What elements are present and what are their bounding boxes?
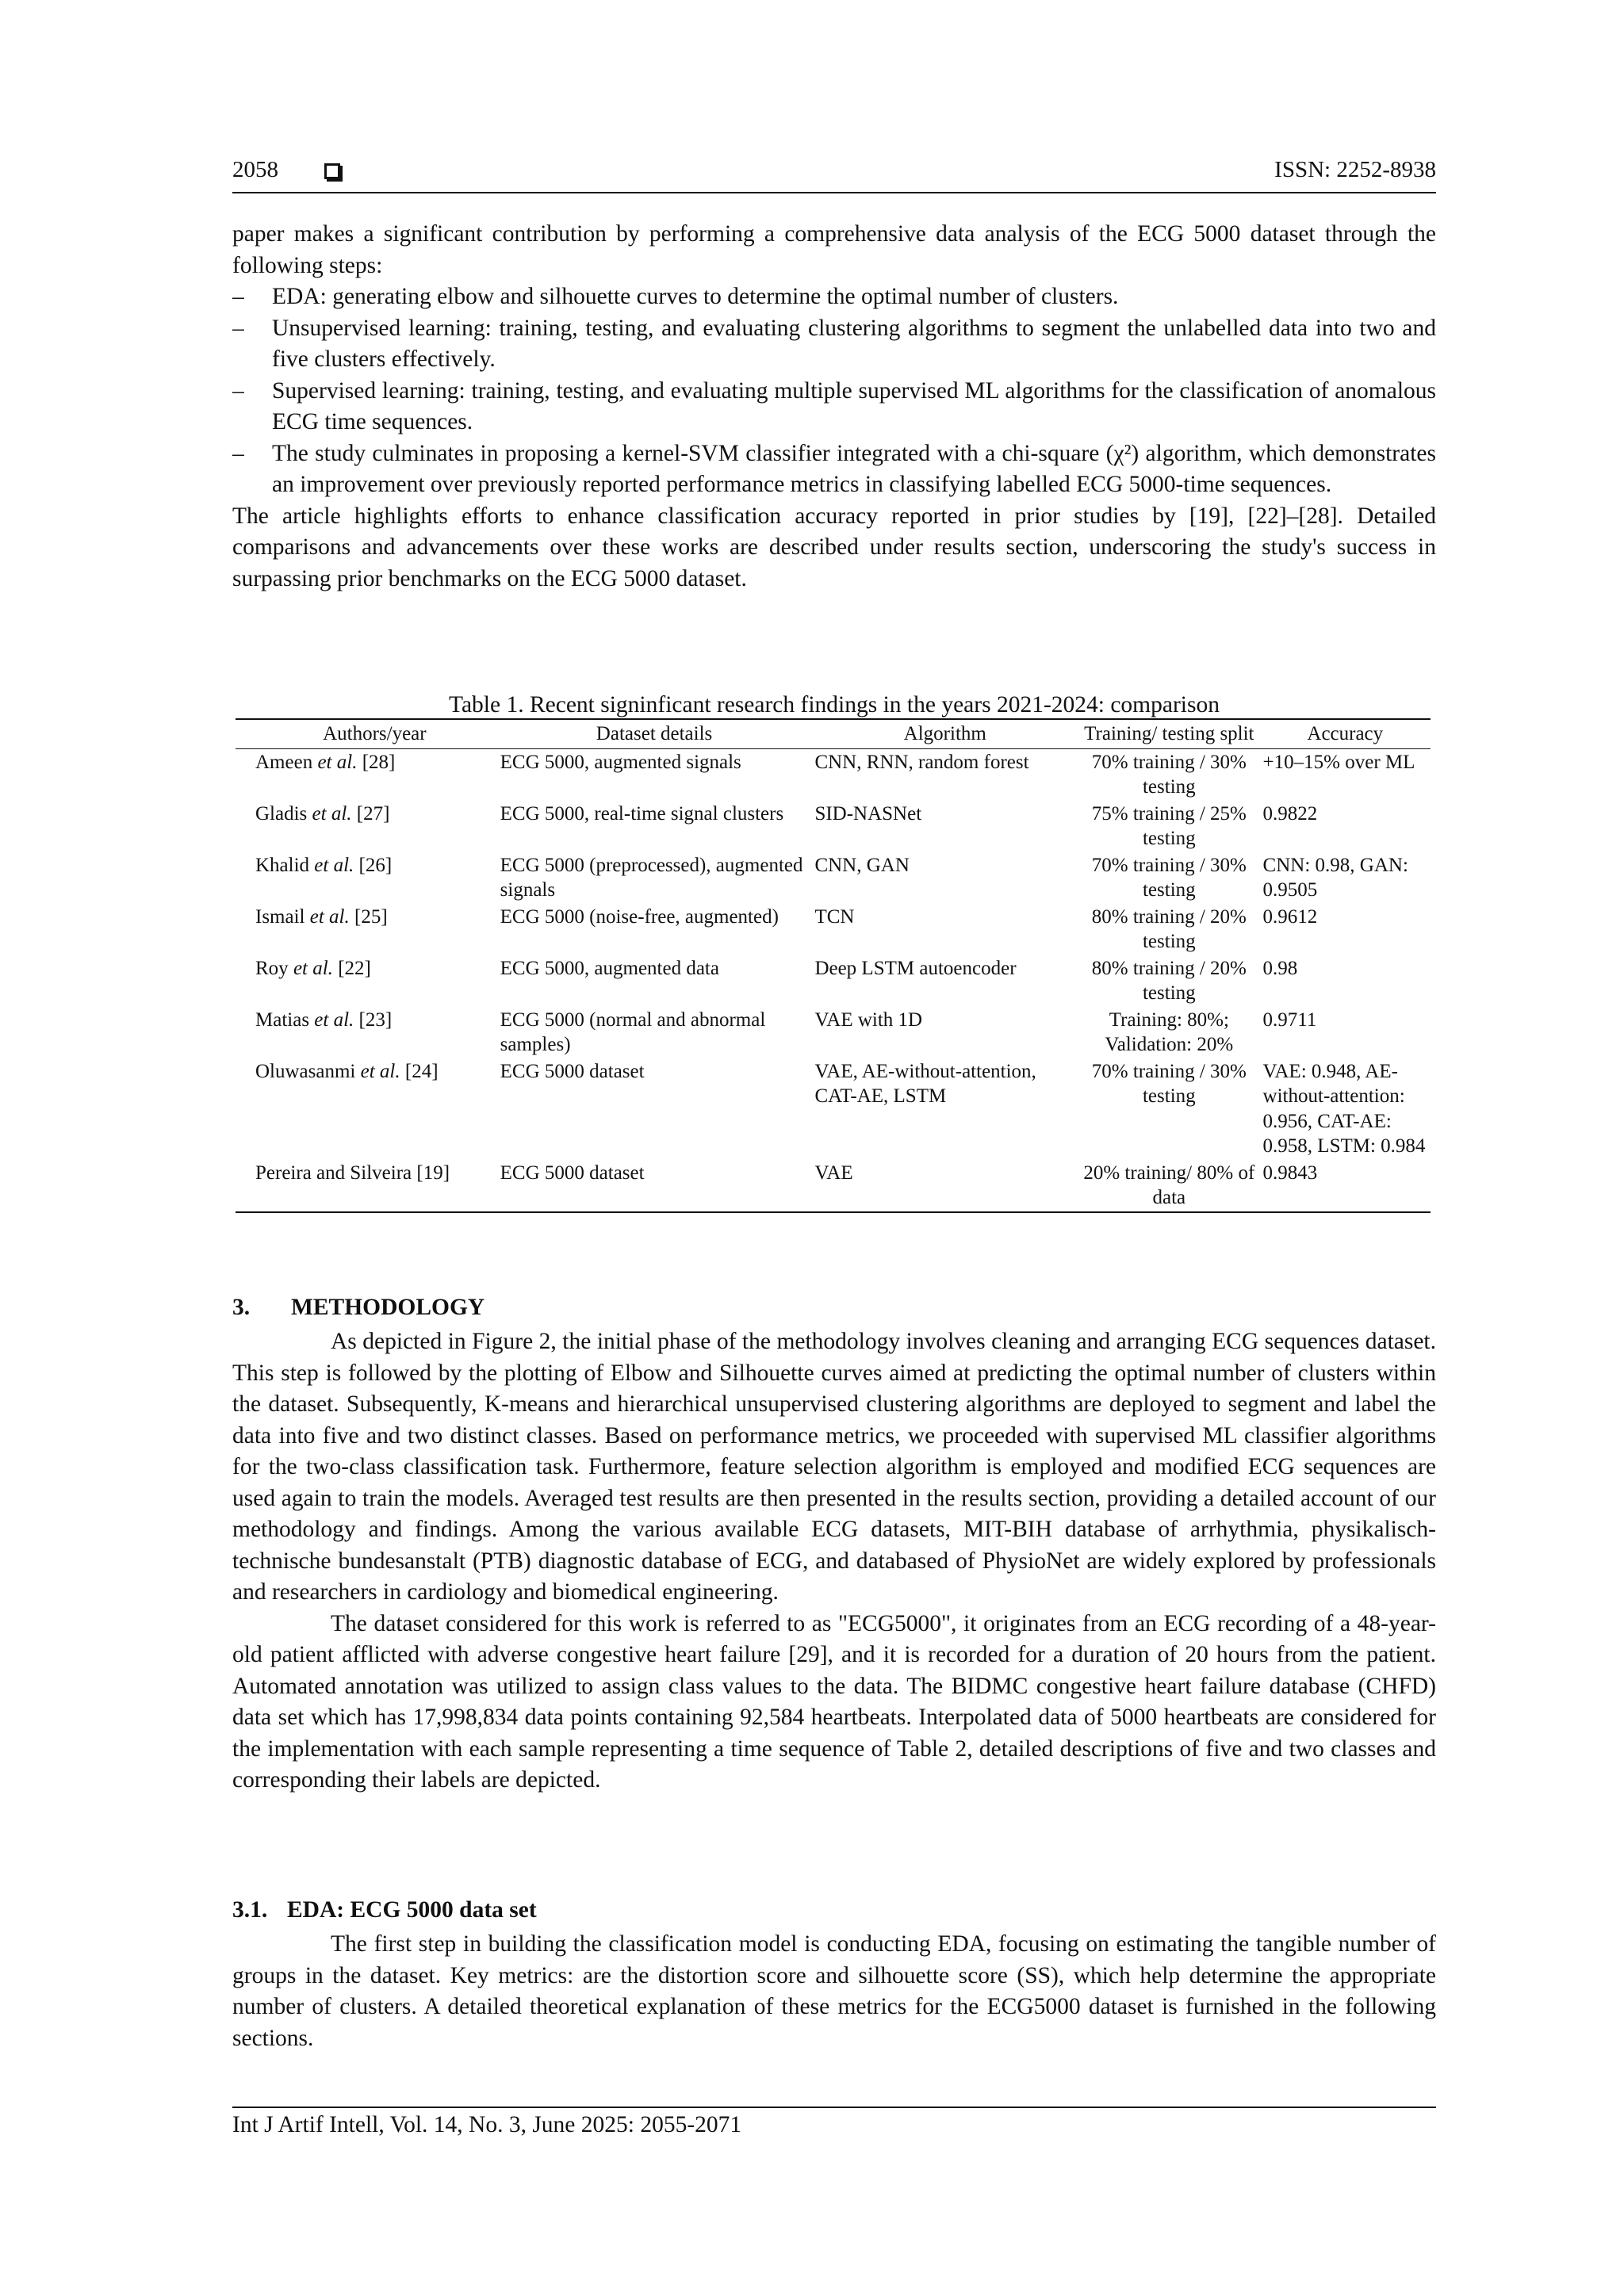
list-item: – The study culminates in proposing a kernel-SVM classifier integrated with a chi-square (χ²) algorithm, which demonstrates an improvement over previously reported performance metrics in classifying labelled ECG 5000-time sequences. — [232, 438, 1436, 501]
author-name: Oluwasanmi — [255, 1060, 356, 1082]
author-etal: et al. — [288, 957, 333, 979]
author-etal: et al. — [309, 1008, 354, 1031]
dataset-cell: ECG 5000, real-time signal clusters — [500, 802, 784, 825]
table-row — [236, 955, 1431, 1007]
author-cell — [236, 904, 497, 955]
accuracy-cell: CNN: 0.98, GAN: 0.9505 — [1262, 854, 1408, 901]
column-header: Dataset details — [497, 719, 812, 748]
accuracy-cell: 0.9822 — [1262, 802, 1318, 825]
author-cell — [236, 1058, 497, 1160]
accuracy-cell: 0.9843 — [1260, 1160, 1431, 1212]
author-cell — [236, 1160, 497, 1212]
author-name: Ameen — [255, 751, 313, 773]
author-ref: [23] — [354, 1008, 393, 1031]
table-row — [236, 1160, 1431, 1212]
author-name: Roy — [255, 957, 289, 979]
author-etal: et al. — [304, 905, 350, 928]
list-item: – EDA: generating elbow and silhouette curves to determine the optimal number of clusters. — [232, 281, 1436, 313]
split-cell: 75% training / 25% testing — [1091, 802, 1247, 849]
intro-block — [232, 219, 1436, 595]
footer-citation: Int J Artif Intell, Vol. 14, No. 3, June 2025: 2055-2071 — [232, 2112, 742, 2137]
table-header-row — [236, 719, 1431, 748]
page-header — [232, 154, 1436, 193]
author-name: Matias — [255, 1008, 310, 1031]
author-ref: [28] — [357, 751, 396, 773]
author-ref: [25] — [349, 905, 388, 928]
table-row — [236, 1058, 1431, 1160]
author-cell — [236, 955, 497, 1007]
column-header: Authors/year — [236, 719, 497, 748]
subsection-body — [232, 1929, 1436, 2054]
author-cell — [236, 852, 497, 904]
section-number: 3. — [232, 1295, 251, 1320]
algorithm-cell: TCN — [814, 905, 855, 928]
author-cell — [236, 748, 497, 801]
dataset-cell: ECG 5000, augmented signals — [500, 751, 741, 773]
accuracy-cell: VAE: 0.948, AE-without-attention: 0.956, CAT-AE: 0.958, LSTM: 0.984 — [1262, 1060, 1426, 1157]
table-row — [236, 904, 1431, 955]
dataset-cell: ECG 5000 dataset — [497, 1160, 812, 1212]
comparison-table — [236, 718, 1431, 1213]
table-row — [236, 1007, 1431, 1058]
table-row — [236, 801, 1431, 852]
section-title: METHODOLOGY — [291, 1295, 485, 1320]
list-item: – Supervised learning: training, testing, and evaluating multiple supervised ML algorithms for the classification of anomalous ECG time sequences. — [232, 376, 1436, 438]
algorithm-cell: VAE — [811, 1160, 1078, 1212]
page-number: 2058 — [232, 157, 278, 182]
author-ref: [27] — [351, 802, 390, 825]
split-cell: 70% training / 30% testing — [1091, 751, 1247, 798]
author-ref: [19] — [412, 1161, 450, 1184]
author-ref: [26] — [354, 854, 393, 876]
algorithm-cell: CNN, GAN — [814, 854, 910, 876]
checkbox-square-icon — [324, 163, 340, 179]
column-header: Algorithm — [811, 719, 1078, 748]
table-row — [236, 852, 1431, 904]
author-name: Pereira and Silveira — [255, 1161, 412, 1184]
author-cell — [236, 1007, 497, 1058]
split-cell: Training: 80%; Validation: 20% — [1105, 1008, 1234, 1055]
paragraph: As depicted in Figure 2, the initial phase of the methodology involves cleaning and arranging ECG sequences dataset. This step is followed by the plotting of Elbow and Silhouette curves aimed at predicting the optimal number of clusters within the dataset. Subsequently, K-means and hierarchical unsupervised clustering algorithms are deployed to segment and label the data into five and two distinct classes. Based on performance metrics, we proceeded with supervised ML classifier algorithms for the two-class classification task. Furthermore, feature selection algorithm is employed and modified ECG sequences are used again to train the models. Averaged test results are then presented in the results section, providing a detailed account of our methodology and findings. Among the various available ECG datasets, MIT-BIH database of arrhythmia, physikalisch-technische bundesanstalt (PTB) diagnostic database of ECG, and databased of PhysioNet are widely explored by professionals and researchers in cardiology and biomedical engineering. — [232, 1329, 1436, 1605]
paragraph: The first step in building the classification model is conducting EDA, focusing on estimating the tangible number of groups in the dataset. Key metrics: are the distortion score and silhouette score (SS), which help determine the appropriate number of clusters. A detailed theoretical explanation of these metrics for the ECG5000 dataset is furnished in the following sections. — [232, 1931, 1436, 2051]
paragraph: The dataset considered for this work is referred to as "ECG5000", it originates from an ECG recording of a 48-year-old patient afflicted with adverse congestive heart failure [29], and it is recorded for a duration of 20 hours from the patient. Automated annotation was utilized to assign class values to the data. The BIDMC congestive heart failure database (CHFD) data set which has 17,998,834 data points containing 92,584 heartbeats. Interpolated data of 5000 heartbeats are considered for the implementation with each sample representing a time sequence of Table 2, detailed descriptions of five and two classes and corresponding their labels are depicted. — [232, 1610, 1436, 1793]
dataset-cell: ECG 5000 (noise-free, augmented) — [500, 905, 779, 928]
accuracy-cell: +10–15% over ML — [1262, 751, 1415, 773]
author-name: Gladis — [255, 802, 308, 825]
author-etal: et al. — [307, 802, 352, 825]
split-cell: 20% training/ 80% of data — [1078, 1160, 1259, 1212]
list-item: – Unsupervised learning: training, testing, and evaluating clustering algorithms to segment the unlabelled data into two and five clusters effectively. — [232, 313, 1436, 376]
split-cell: 80% training / 20% testing — [1091, 957, 1247, 1004]
column-header: Training/ testing split — [1078, 719, 1259, 748]
issn: ISSN: 2252-8938 — [1274, 157, 1436, 182]
subsection-heading — [232, 1897, 537, 1923]
author-etal: et al. — [355, 1060, 400, 1082]
table-caption: Table 1. Recent signinficant research findings in the years 2021-2024: comparison — [449, 692, 1220, 718]
author-etal: et al. — [309, 854, 354, 876]
intro-closing: The article highlights efforts to enhance classification accuracy reported in prior studies by [19], [22]–[28]. Detailed comparisons and advancements over these works are described under results section, underscoring the study's success in surpassing prior benchmarks on the ECG 5000 dataset. — [232, 503, 1436, 591]
subsection-title: EDA: ECG 5000 data set — [287, 1897, 537, 1923]
accuracy-cell: 0.98 — [1262, 957, 1298, 979]
dataset-cell: ECG 5000, augmented data — [500, 957, 719, 979]
split-cell: 70% training / 30% testing — [1091, 854, 1247, 901]
table-row — [236, 748, 1431, 801]
author-ref: [22] — [332, 957, 371, 979]
algorithm-cell: SID-NASNet — [814, 802, 922, 825]
footer-rule — [232, 2107, 1436, 2108]
column-header: Accuracy — [1260, 719, 1431, 748]
algorithm-cell: VAE with 1D — [814, 1008, 923, 1031]
dataset-cell: ECG 5000 dataset — [500, 1060, 645, 1082]
author-cell — [236, 801, 497, 852]
algorithm-cell: Deep LSTM autoencoder — [814, 957, 1017, 979]
header-rule — [232, 192, 1436, 193]
author-etal: et al. — [312, 751, 358, 773]
dataset-cell: ECG 5000 (preprocessed), augmented signals — [500, 854, 803, 901]
algorithm-cell: CNN, RNN, random forest — [814, 751, 1029, 773]
section-heading — [232, 1295, 485, 1321]
algorithm-cell: VAE, AE-without-attention, CAT-AE, LSTM — [814, 1060, 1036, 1107]
accuracy-cell: 0.9612 — [1262, 905, 1318, 928]
author-name: Khalid — [255, 854, 310, 876]
contribution-list — [232, 281, 1436, 501]
accuracy-cell: 0.9711 — [1262, 1008, 1317, 1031]
split-cell: 70% training / 30% testing — [1091, 1060, 1247, 1107]
split-cell: 80% training / 20% testing — [1091, 905, 1247, 952]
author-name: Ismail — [255, 905, 305, 928]
section-body — [232, 1326, 1436, 1797]
intro-lead: paper makes a significant contribution by performing a comprehensive data analysis of the ECG 5000 dataset through the following steps: — [232, 221, 1436, 278]
dataset-cell: ECG 5000 (normal and abnormal samples) — [500, 1008, 766, 1055]
author-ref: [24] — [400, 1060, 439, 1082]
subsection-number: 3.1. — [232, 1897, 268, 1923]
